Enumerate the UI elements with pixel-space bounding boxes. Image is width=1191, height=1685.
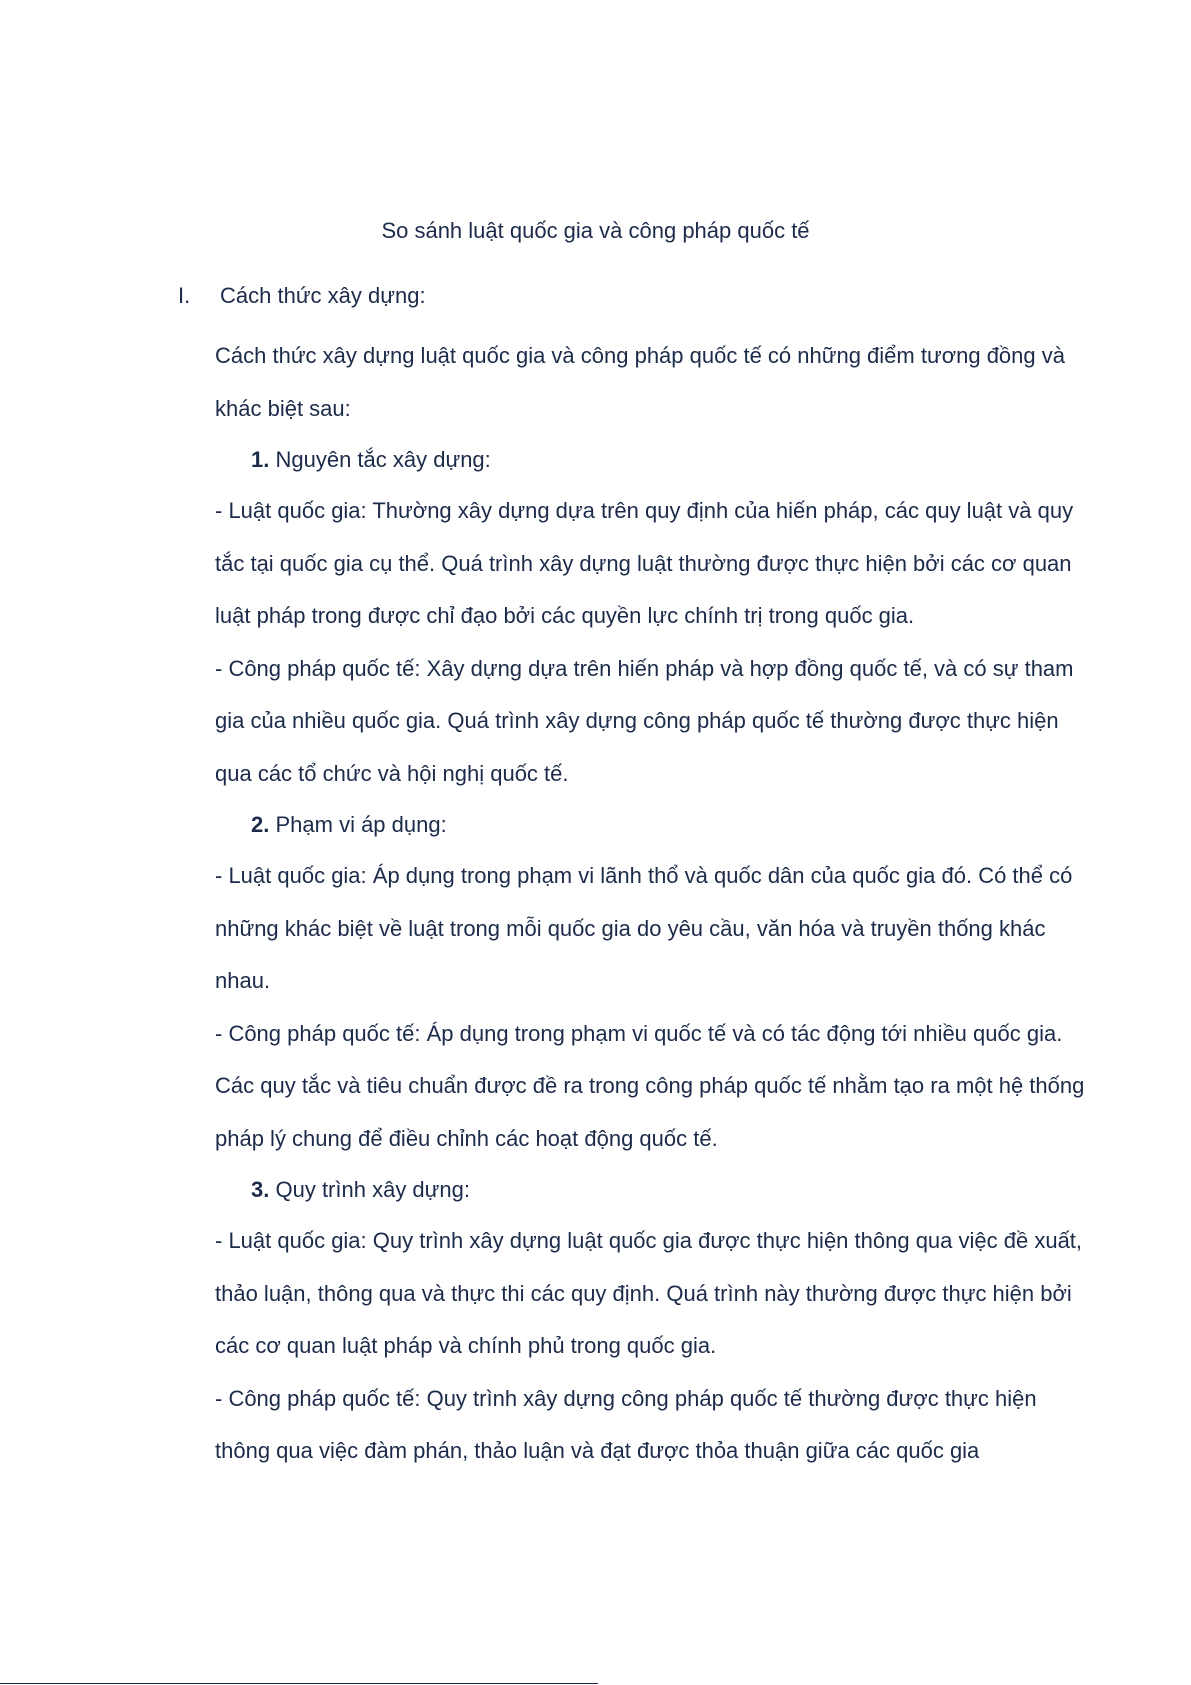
section-heading-text: Cách thức xây dựng: [220, 283, 426, 308]
paragraph: - Luật quốc gia: Áp dụng trong phạm vi lãnh thổ và quốc dân của quốc gia đó. Có thể có những khác biệt về luật trong mỗi quốc gia do yêu cầu, văn hóa và truyền thống khác nhau. [215, 863, 1073, 993]
paragraph: - Công pháp quốc tế: Xây dựng dựa trên hiến pháp và hợp đồng quốc tế, và có sự tham gia của nhiều quốc gia. Quá trình xây dựng công pháp quốc tế thường được thực hiện qua các tổ chức và hội nghị quốc tế. [215, 655, 1074, 786]
subsection-heading-2 [215, 800, 1095, 850]
footer-divider [0, 1683, 598, 1684]
subsection-number: 2. [251, 812, 270, 837]
section-number: I. [178, 283, 191, 308]
paragraph: - Luật quốc gia: Thường xây dựng dựa trên quy định của hiến pháp, các quy luật và quy tắc tại quốc gia cụ thể. Quá trình xây dựng luật thường được thực hiện bởi các cơ quan luật pháp trong được chỉ đạo bởi các quyền lực chính trị trong quốc gia. [215, 498, 1074, 628]
subsection-heading-text: Nguyên tắc xây dựng: [275, 447, 491, 472]
document-title: So sánh luật quốc gia và công pháp quốc tế [381, 218, 810, 243]
subsection-heading-text: Quy trình xây dựng: [275, 1177, 470, 1202]
subsection-number: 1. [251, 447, 270, 472]
paragraph: - Công pháp quốc tế: Áp dụng trong phạm vi quốc tế và có tác động tới nhiều quốc gia. Các quy tắc và tiêu chuẩn được đề ra trong công pháp quốc tế nhằm tạo ra một hệ thống pháp lý chung để điều chỉnh các hoạt động quốc tế. [215, 1020, 1085, 1151]
subsection-heading-text: Phạm vi áp dụng: [275, 812, 447, 837]
subsection-number: 3. [251, 1177, 270, 1202]
paragraph: - Công pháp quốc tế: Quy trình xây dựng công pháp quốc tế thường được thực hiện thông qua việc đàm phán, thảo luận và đạt được thỏa thuận giữa các quốc gia [215, 1385, 1037, 1463]
section-heading [178, 282, 426, 310]
subsection-heading-3 [215, 1165, 1095, 1215]
subsection-heading-1 [215, 435, 1095, 485]
document-body [215, 330, 1095, 1478]
paragraph: - Luật quốc gia: Quy trình xây dựng luật quốc gia được thực hiện thông qua việc đề xuất, thảo luận, thông qua và thực thi các quy định. Quá trình này thường được thực hiện bởi các cơ quan luật pháp và chính phủ trong quốc gia. [215, 1228, 1083, 1358]
intro-paragraph: Cách thức xây dựng luật quốc gia và công pháp quốc tế có những điểm tương đồng và khác biệt sau: [215, 343, 1065, 421]
